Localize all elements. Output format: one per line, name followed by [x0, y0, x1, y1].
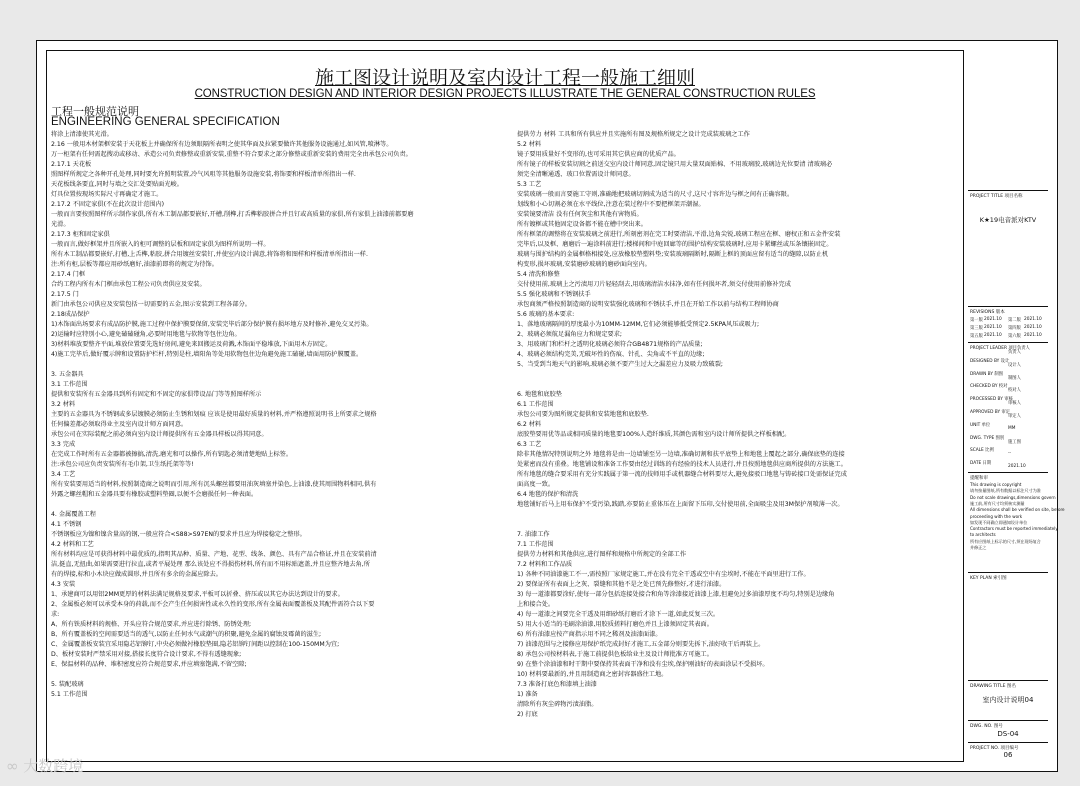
personnel-field — [970, 383, 1021, 394]
left-line: 外露之螺丝帽和五金器具要有橡胶或塑料垫圈,以便不会磨损任何一种表面。 — [51, 491, 258, 498]
left-line: 3. 五金器具 — [51, 371, 84, 378]
field-key: DESIGNED BY 设计 — [970, 358, 1010, 364]
left-line: 注:承包公司应负责安装所有毛巾架,卫生纸托架等等! — [51, 461, 194, 468]
right-line: 2) 打底 — [517, 711, 538, 718]
left-line: 新门由承包公司供应及安装包括一切需要的五金,图示安装到工程各部分。 — [51, 301, 251, 308]
section-title-cn: 工程一般规范说明 — [51, 105, 139, 118]
right-line: 划线和小心切割必须在水平线位,注意在装过程中不要把框架弄潮湿。 — [517, 201, 705, 208]
revision-cell: 第三版 — [970, 326, 983, 331]
right-line: 6.4 地毯的保护和清洗 — [517, 491, 579, 498]
left-line: 合约工程内所有木门框由承包工程公司负责供应及安装。 — [51, 281, 206, 288]
right-line: 6.2 材料 — [517, 421, 542, 428]
revision-cell: 2021.10 — [984, 317, 1002, 322]
note-line: 如发现不同确立即通知设计单位 — [970, 519, 1028, 525]
right-line: 清除所有灰尘碎物污渍油脂。 — [517, 701, 598, 708]
personnel-field — [970, 447, 1012, 457]
dwg-no-value: DS-04 — [997, 730, 1019, 738]
left-line: 4.2 材料和工艺 — [51, 541, 94, 548]
dwg-no-label: DWG. NO. 图号 — [970, 724, 1003, 729]
left-line: 1、承建商可以用铝2MM更厚的材料法满足规格及要求,平板可以折叠、挤压或以其它办法达到设计的要求。 — [51, 591, 344, 598]
right-line: 3) 每一道漆都要涂好,使每一部分包括连接处接合和角等涂漆接近油漆上漆,但避免过多油漆厚度不均匀,特别是边缘角 — [517, 591, 835, 598]
section-title-en: ENGINEERING GENERAL SPECIFICATION — [51, 116, 280, 128]
right-line: 完毕后,以及框、磨磨后一遍涂料前进行;楼梯间和中庭回廊等的围护结构安装玻璃时,应用卡紧螺丝或压条镶嵌固定。 — [517, 241, 833, 248]
right-line: 玻璃与围护结构的金属框格相接处,应放橡胶垫塑料垫;安装玻璃隔断时,隔断上框的顶面应留有适当的缝隙,以防止机 — [517, 251, 829, 258]
left-line — [51, 670, 507, 680]
left-line: 2.17.4 门框 — [51, 271, 86, 278]
left-line: 3.1 工作范围 — [51, 381, 88, 388]
left-line: 3)材料堆放要整齐平面,堆放位置要先选好房间,避免来回搬运及荷溅,木饰面平稳堆放,下面用木方固定。 — [51, 341, 332, 348]
right-line: 7.2 材料和工作品质 — [517, 561, 573, 568]
right-line: 6.3 工艺 — [517, 441, 542, 448]
left-line: 在完成工作时所有五金器都被擦搞,清洗,磨光和可以操作,所有钥匙必须清楚地贴上标签。 — [51, 451, 293, 458]
left-line: 任何偏差都必须取得业主及室内设计师方面同意。 — [51, 421, 188, 428]
revision-cell: 第二版 — [1008, 318, 1021, 323]
right-line: 7. 油漆工作 — [517, 531, 550, 538]
left-line: 洁,挺直,无扭曲,如果需要进行拉直,或者平展处理 那么该处应不得损伤材料,所有而不用标贴遮盖,并且应整齐地去角,所 — [51, 561, 370, 568]
note-line: 施工前,所有尺寸均须核实测量 — [970, 500, 1025, 506]
left-line: 3.2 材料 — [51, 401, 76, 408]
personnel-field — [970, 409, 1021, 419]
field-key: PROJECT LEADER 项目负责人 — [970, 346, 1030, 351]
left-line: 3.4 工艺 — [51, 471, 76, 478]
project-title-value: K★19电音派对KTV — [979, 216, 1037, 224]
project-title-label: PROJECT TITLE 项目名称 — [970, 194, 1023, 199]
dwg-no-box — [968, 720, 1048, 742]
right-line — [517, 370, 957, 380]
note-line: 请勿按量图纸,所有数据以标注尺寸为准 — [970, 488, 1041, 494]
right-line: 7) 油漆范围与之接修应用保护纸完成封好才施工,五金部分则要先拆下,油好收干后再装上。 — [517, 641, 765, 648]
left-line: 所有材料均应是可获得材料中最优质的,指明其品种、质量、产地、花型、线条、颜色、具有产品合格证,并且在安装前清 — [51, 551, 377, 558]
field-value: 2021.10 — [1008, 464, 1026, 470]
revision-cell: 第四版 — [1008, 326, 1021, 331]
note-line: 所有应图纸上标示的尺寸,须在现场复合 — [970, 538, 1041, 544]
right-line: 处紧密而没有重叠。地毯铺设和准备工作要由经过训练的有经验的技术人员进行,并且按照地毯供应商所提供的方法施工。 — [517, 461, 847, 468]
right-line: 5.3 工艺 — [517, 181, 542, 188]
left-line: 照图样所规定之各种开孔处理,同时要允许照明装置,冷气风咀等其他服务设施安装,将饰要和样板清单所指出一样. — [51, 171, 356, 178]
field-value: 审定人 — [1008, 414, 1021, 419]
right-line: 上和接合处。 — [517, 601, 555, 608]
revisions-label: REVISIONS 版本 — [970, 310, 1005, 315]
field-value: 设计人 — [1008, 362, 1021, 368]
personnel-field — [970, 345, 1030, 355]
page-title-cn: 施工图设计说明及室内设计工程一般施工细则 — [314, 67, 695, 89]
right-line: 所有镜子的样板安装切割之前送交室内设计师同意,固定镜只用大量双面贴棉、不用玻璃胶,玻璃边光位要清 清玻璃必 — [517, 161, 833, 168]
right-line: 所有地毯的缝合要采用有充分实践属于第一流的技师用手或机器缝合材料要尽大,避免接驳口地毯与铸砖接口处需保证完成 — [517, 471, 847, 478]
right-line: 构变形,损坏玻璃,安装磨砂玻璃的磨砂面向室内。 — [517, 261, 651, 268]
revision-cell: 第六版 — [1008, 334, 1021, 339]
left-text-column — [51, 130, 507, 700]
right-line: 所有镀框或其他固定设备都不能在槽中突出来。 — [517, 221, 647, 228]
left-line: 2.17.3 柜和固定家俱 — [51, 231, 110, 238]
right-line: 5、当受到当地天气的影响,玻璃必须不要产生过大之漏差应力及吸力致破裂; — [517, 361, 723, 368]
drawing-title-value: 室内设计说明04 — [982, 696, 1034, 704]
revisions-box — [968, 306, 1048, 342]
right-line — [517, 520, 957, 530]
left-line: 4.3 安装 — [51, 581, 76, 588]
field-value: 负责人 — [1008, 350, 1021, 355]
personnel-field — [970, 396, 1021, 407]
right-line — [517, 380, 957, 390]
left-line: 2.16 一般用木材架框安装于天花板上并确保所有边须眼隔所表明之使其华面及拉紧要做许其他服务设施通过,如风管,喷淋等。 — [51, 141, 393, 148]
note-line: to architects — [970, 532, 996, 538]
right-line: 6. 地毯和底胶垫 — [517, 391, 562, 398]
watermark-icon: ∞ — [6, 757, 19, 775]
field-key: APPROVED BY 审定 — [970, 410, 1011, 415]
field-key: DWG. TYPE 图别 — [970, 435, 1005, 441]
personnel-field — [970, 460, 1026, 470]
drawing-sheet — [36, 40, 1065, 772]
field-key: DATE 日期 — [970, 461, 992, 467]
left-line — [51, 360, 507, 370]
personnel-field — [970, 422, 1016, 431]
field-value: MM — [1008, 425, 1016, 431]
left-line: 一般而言,做好框架并且所嵌入的柜可调整的层板和固定家俱为图样所说明一样。 — [51, 241, 270, 248]
left-line: 不锈钢板应为镍和镍含量高的钢,一般应符合<S88>S97EN的要求并且应为焊接稳定之整形。 — [51, 531, 306, 538]
left-line: D、板材安装时严禁采用对接,搭接长度符合设计要求,不得有透缝现象; — [51, 651, 242, 658]
personnel-field — [970, 371, 1021, 381]
right-line: 除非其他情况特别说明之外 地毯将是由一边墙铺至另一边墙,准确切割和扶平底垫上和地毯上覆起之部分,确保底垫的连接 — [517, 451, 845, 458]
left-line: 万一柜架有任何需起搜动或移动、承造公司负责修整或重新安装,重整不符合要求之部分修整或重新安装的费用完全由承包公司负责。 — [51, 151, 412, 158]
right-line: 安装镜要清洁 没有任何灰尘和其他有害物质。 — [517, 211, 643, 218]
right-line: 9) 在整个涂油漆和时干期中要保持其表面干净和没有尘埃,保护刚油好的表面涂层不受损坏。 — [517, 661, 769, 668]
left-line: E、保温材料的品种、堆积密度应符合规范要求,并应填塞饱满,不留空隙; — [51, 661, 247, 668]
left-line: C、金属覆盖板安装宜采用隐芯铝铆钉,中央必须做衬橡胶垫圈,隐芯铝铆钉间距以控制在100-150MM为宜; — [51, 641, 340, 648]
right-line: 所有框架的调整将在安装玻璃之前进行,所刻密剂在完工时要清洁,平滑,边角尖锐,玻璃工程应在框、磨杈正和五金件安装 — [517, 231, 841, 238]
right-line: 提供劳力材料和其他供应,进行图样和规格中所规定的全部工作 — [517, 551, 687, 558]
field-value: 施工图 — [1008, 439, 1021, 445]
left-line: A、所有铁质材料的规格、开头应符合规范要求,并应进行除锈、防锈处理; — [51, 621, 252, 628]
revision-cell: 2021.10 — [984, 325, 1002, 330]
right-line: 5.5 强化玻璃和不锈钢扶手 — [517, 291, 591, 298]
title-block — [968, 50, 1065, 762]
revision-cell: 2021.10 — [984, 333, 1002, 338]
notes-box — [968, 472, 1065, 572]
right-line: 面高度一致。 — [517, 481, 555, 488]
right-line: 地毯铺好后马上用布保护不受污染,践踏,亦要防止重体压在上面留下压印,交付使用前,全面吸尘及用3M保护剂喷薄一次。 — [517, 501, 844, 508]
revision-cell: 第一版 — [970, 318, 983, 323]
right-line: 承包公司要为图所规定提供和安装地毯和底胶垫. — [517, 411, 649, 418]
left-line: 5. 装配玻璃 — [51, 681, 84, 688]
personnel-field — [970, 435, 1021, 445]
drawing-title-label: DRAWING TITLE 图名 — [970, 684, 1016, 689]
field-value: 校对人 — [1008, 388, 1021, 394]
revision-cell: 第五版 — [970, 334, 983, 339]
page-title-en: CONSTRUCTION DESIGN AND INTERIOR DESIGN PROJECTS ILLUSTRATE THE GENERAL CONSTRUCTION RULES — [194, 88, 816, 100]
left-line: 4.1 不锈钢 — [51, 521, 82, 528]
right-line: 镜子要用质量好不变形的,也可采用其它供应商的优质产品。 — [517, 151, 680, 158]
right-line: 5.4 清洗和修整 — [517, 271, 560, 278]
field-value: 审核人 — [1008, 401, 1021, 407]
left-line: 提供和安装所有五金器具到所有固定和不固定的家俱带设品门等等照图样所示 — [51, 391, 262, 398]
right-line: 4、玻璃必须结构完美,无破坏性的伤痕、针孔、尖角或不平直的边缘; — [517, 351, 705, 358]
field-key: UNIT 单位 — [970, 422, 991, 428]
right-line: 底胶垫要用优等品或相同质量的地毯要100%人造纤维质,其颜色需和室内设计师所提供之样板相配。 — [517, 431, 791, 438]
field-value: -- — [1008, 451, 1012, 457]
revision-cell: 2021.10 — [1024, 333, 1042, 338]
left-line: 主要的五金器具为不锈钢或多层镀膜必须防止生锈和划痕 应该是使用最好质量的材料,并严格遵照说明书上所要求之规格 — [51, 411, 377, 418]
left-line: 将涂上清漆使其光滑。 — [51, 131, 113, 138]
left-line: 承包公司在实际装配之前必须向室内设计师提供所有五金器具样板以得其同意。 — [51, 431, 268, 438]
project-no-value: 06 — [1003, 751, 1013, 759]
right-line: 10) 材料要最新的,并且用制造商之密封容器盛往工地。 — [517, 671, 668, 678]
left-line: 2)运输时应特别小心,避免磕磕碰角,必要时用地毯与软物等包住边角。 — [51, 331, 241, 338]
field-key: SCALE 比例 — [970, 448, 994, 454]
content-frame — [46, 50, 964, 762]
field-key: DRAWN BY 制图 — [970, 371, 1003, 377]
right-line: 交付使用前,玻璃上之污渍用刀片轻轻刮去,用玻璃清洁水抹净,如有任何损坏者,须交付使用前修补完成 — [517, 281, 791, 288]
right-line: 5.2 材料 — [517, 141, 542, 148]
left-line: 2.18成品保护 — [51, 311, 90, 318]
left-line: 天花板线条要直,同时与墙之交汇处要贴面光峻。 — [51, 181, 183, 188]
drawing-title-box — [968, 680, 1048, 720]
note-line: This drawing is copyright — [970, 482, 1022, 487]
left-line: 4. 金属覆盖工程 — [51, 511, 96, 518]
left-line: 5.1 工作范围 — [51, 691, 88, 698]
left-line: 2.17.2 不固定家俱(不在此次设计范围内) — [51, 201, 165, 208]
left-line: 1)木饰面出场要求有成品防护膜,施工过程中保护膜要保留,安装完毕后部分保护膜有损坏地方及时修补,避免交叉污染。 — [51, 321, 373, 328]
key-plan-box — [968, 572, 1048, 680]
left-line: 4)施工完毕后,做好覆示牌和设置防护栏杆,特别是柱,墙阳角等处用软物包住边角避免施工磕碰,墙面用防护膜覆盖。 — [51, 351, 363, 358]
field-key: PROCESSED BY 审核 — [970, 397, 1013, 403]
right-line: 须完全清晰通透、玻口位置需设计师同意。 — [517, 171, 635, 178]
right-line: 6.1 工作范围 — [517, 401, 554, 408]
right-line: 安装玻璃一般而言要施工守则,准确地把玻璃切割成为适当的尺寸,这尺寸容许边与框之间有正确容限。 — [517, 191, 794, 198]
note-line: Contractors must be reported immediately — [970, 526, 1058, 532]
note-line: proceeding with the work — [970, 513, 1023, 519]
left-line: 2、金属板必须可以承受本身的荷载,而不会产生任何损害性或永久性的变形,所有金属表面覆盖板及其配件需符合以下要 — [51, 601, 375, 608]
key-plan-label: KEY PLAN 索引图 — [970, 576, 1007, 581]
right-text-column — [517, 130, 957, 720]
right-line: 1) 各种不同油漆施工不一,需按照厂家规定施工,并在没有完全干透或空中有尘埃时,不能在平面里进行工作。 — [517, 571, 810, 578]
right-line: 1、落地玻璃隔间的厚度最小为10MM-12MM,它们必须能够抵受预定2.5KPA风压或吸力; — [517, 321, 760, 328]
right-line: 5) 用大小适当的毛刷涂油漆,用胶质搓料打磨色并且上漆须固定其表面。 — [517, 621, 713, 628]
watermark-text: 大数跨境 — [23, 757, 84, 775]
right-line: 承包商须严格按照制造商的说明安装强化玻璃和不锈扶手,并且在开始工作以前与结构工程师协商 — [517, 301, 779, 308]
right-line: 4) 每一道漆之间要完全干透及用细砂纸打磨后才涂下一道,如此反复三次。 — [517, 611, 720, 618]
right-line: 3、用玻璃门和栏杆之透明化玻璃必须符合GB4871规格的产品质量; — [517, 341, 703, 348]
right-line: 7.3 准备打底色和漆填上油漆 — [517, 681, 597, 688]
left-line: 3.3 完成 — [51, 441, 76, 448]
right-line: 提供劳力 材料 工具和所有供应并且实施所有图及规格所规定之设计完成装玻璃之工作 — [517, 131, 750, 138]
right-line: 2、玻璃必须航足漏角应力和规定要求; — [517, 331, 623, 338]
right-line — [517, 510, 957, 520]
field-value: 制图人 — [1008, 375, 1021, 381]
revision-cell: 2021.10 — [1024, 317, 1042, 322]
project-no-label: PROJECT NO. 项目编号 — [970, 746, 1019, 751]
note-line: 并修正之 — [970, 545, 987, 550]
left-line: 灯具位置按现场实际尺寸再确定才施工。 — [51, 191, 163, 198]
note-line: Do not scale drawings,dimensions govern — [970, 494, 1056, 500]
right-line: 7.1 工作范围 — [517, 541, 554, 548]
right-line: 5.6 玻璃的基本要求: — [517, 311, 575, 318]
right-line: 8) 承包公司按材料表,于施工前提供色板给业主及设计师批准方可施工。 — [517, 651, 713, 658]
personnel-field — [970, 358, 1021, 368]
right-line: 2) 要保证所有表面上之灰、裂缝和其他不是之处已预先修整好,才进行油漆。 — [517, 581, 726, 588]
personnel-box — [968, 342, 1048, 472]
left-line: 光滑。 — [51, 221, 70, 228]
left-line: 求: — [51, 611, 60, 618]
left-line: B、所有覆盖板的空间需要适当的透气,以防止任何水气或潮气的积聚,避免金属的腐蚀及霉菌的滋生; — [51, 631, 322, 638]
right-line: 1) 准备 — [517, 691, 538, 698]
left-line: 注:所有柜,层板等都应用砂纸磨好,油漆前即将的规定为待饰。 — [51, 261, 218, 268]
project-no-box — [968, 742, 1048, 762]
project-title-box — [968, 190, 1048, 290]
watermark — [6, 755, 83, 776]
left-line — [51, 500, 507, 510]
left-line: 有的焊接,标和小木块应做成圆形,并且所有多余的金属应除去。 — [51, 571, 222, 578]
field-key: CHECKED BY 校对 — [970, 384, 1008, 390]
left-line: 2.17.1 天花板 — [51, 161, 92, 168]
right-line: 6) 所有油漆应按产商指示用不同之稀剂及油漆面漆。 — [517, 631, 662, 638]
left-line: 所有木工制品都要嵌好,打槽,上舌榫,粘胶,拼合用镀丝安装钉,并使室内设计满意,将饰将和图样和样板清单所指出一样. — [51, 251, 368, 258]
note-line: All dimensions shall be verified on site, before — [970, 507, 1065, 513]
revision-cell: 2021.10 — [1024, 325, 1042, 330]
left-line: 一般而言要按照图样所示制作家俱,所有木工制品都要嵌好,开槽,削榫,打舌榫粘胶拼合并且钉或高质量的家俱,所有家俱上油漆前都要磨 — [51, 211, 414, 218]
left-line: 2.17.5 门 — [51, 291, 79, 298]
notes-label: 提醒和审 — [970, 476, 988, 481]
left-line: 所有安装要用适当的材料,按照制造商之说明而引用,所有沉头螺丝都要用油灰填塞并染色,上油漆,使其周围物料相同,供有 — [51, 481, 377, 488]
